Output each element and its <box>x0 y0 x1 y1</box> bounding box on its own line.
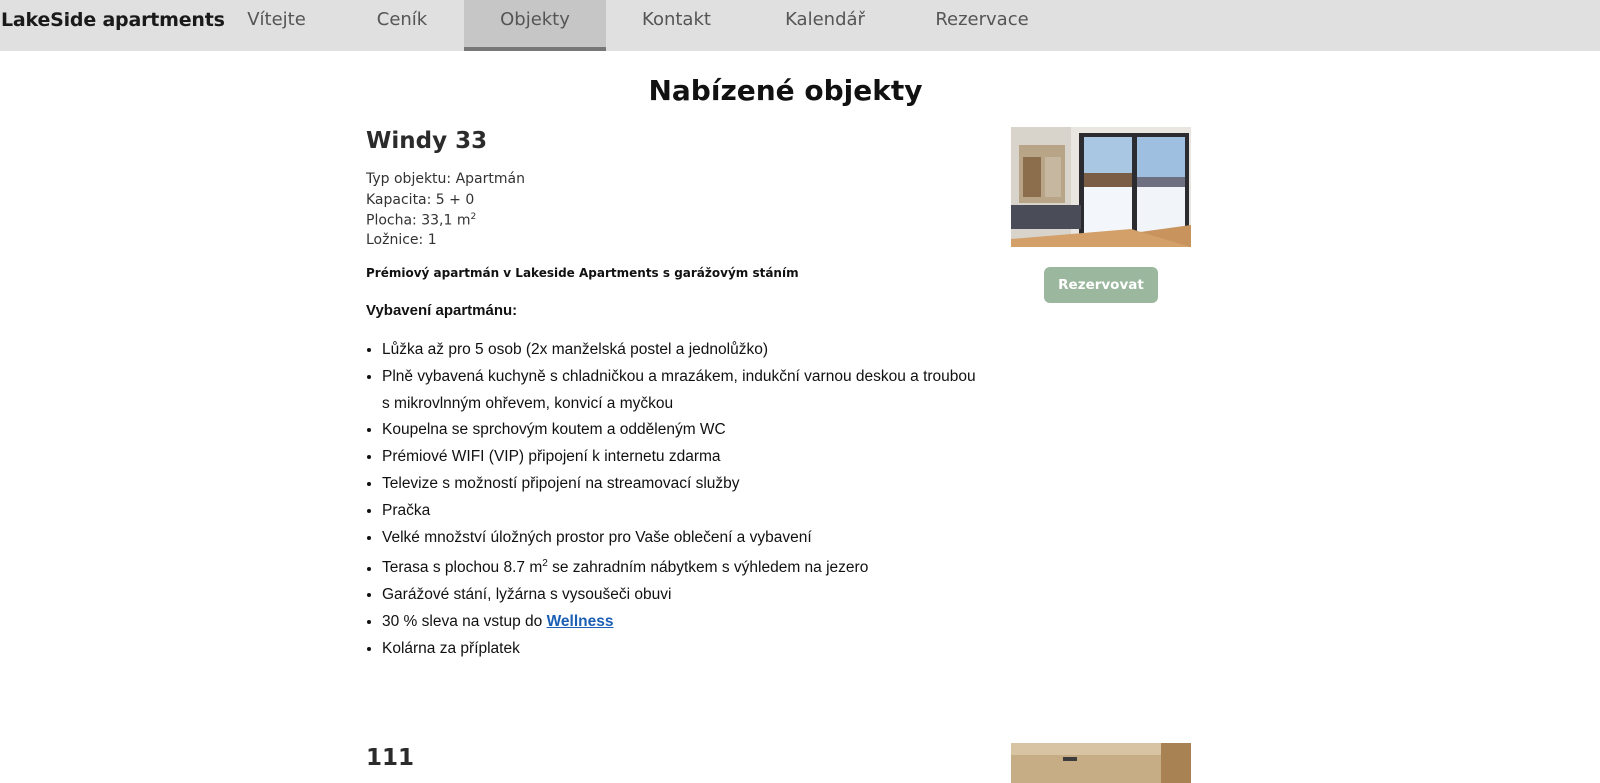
nav-item-vitejte[interactable]: Vítejte <box>247 9 306 30</box>
wellness-text: 30 % sleva na vstup do <box>382 613 547 631</box>
apartment-interior-image <box>1011 127 1191 247</box>
nav-item-objekty[interactable]: Objekty <box>464 0 606 51</box>
object-title: Windy 33 <box>366 128 488 154</box>
list-item: • Koupelna se sprchovým koutem a odděleným WC <box>382 417 986 444</box>
object-capacity: Kapacita: 5 + 0 <box>366 192 475 208</box>
nav-item-rezervace[interactable]: Rezervace <box>935 9 1029 30</box>
object-area <box>366 212 476 229</box>
list-item: • Plně vybavená kuchyně s chladničkou a mrazákem, indukční varnou deskou a troubou s mikrovlnným ohřevem, konvicí a myčkou <box>382 364 986 418</box>
reserve-button[interactable]: Rezervovat <box>1044 267 1158 303</box>
object-bedrooms: Ložnice: 1 <box>366 232 437 248</box>
terrace-superscript: 2 <box>542 558 548 570</box>
list-item: • Velké množství úložných prostor pro Vaše oblečení a vybavení <box>382 525 986 552</box>
object-photo[interactable] <box>1011 127 1191 247</box>
object-area-text: Plocha: 33,1 m <box>366 212 471 229</box>
list-item: • Pračka <box>382 498 986 525</box>
top-navigation <box>0 0 1600 51</box>
list-item: • Lůžka až pro 5 osob (2x manželská postel a jednolůžko) <box>382 337 986 364</box>
list-item-terrace <box>382 551 986 582</box>
nav-item-kontakt[interactable]: Kontakt <box>642 9 711 30</box>
object-type: Typ objektu: Apartmán <box>366 171 525 187</box>
nav-item-kalendar[interactable]: Kalendář <box>785 9 865 30</box>
list-item: • Kolárna za příplatek <box>382 636 986 663</box>
terrace-text: Terasa s plochou 8.7 m <box>382 559 543 577</box>
object-photo-2[interactable] <box>1011 743 1191 783</box>
brand-logo[interactable]: LakeSide apartments <box>1 9 225 31</box>
list-item: • Televize s možností připojení na streamovací služby <box>382 471 986 498</box>
object-title-2: 111 <box>366 745 415 771</box>
list-item: • Prémiové WIFI (VIP) připojení k internetu zdarma <box>382 444 986 471</box>
apartment-ceiling-image <box>1011 743 1191 783</box>
page-title: Nabízené objekty <box>648 74 923 107</box>
wellness-link[interactable]: Wellness <box>546 613 614 631</box>
area-superscript: 2 <box>470 212 477 222</box>
object-tagline: Prémiový apartmán v Lakeside Apartments s garážovým stáním <box>366 266 799 280</box>
list-item: • Garážové stání, lyžárna s vysoušeči obuvi <box>382 582 986 609</box>
feature-list <box>366 337 986 663</box>
nav-item-cenik[interactable]: Ceník <box>376 9 428 30</box>
equipment-heading: Vybavení apartmánu: <box>366 302 518 319</box>
terrace-text-after: se zahradním nábytkem s výhledem na jezero <box>547 559 869 577</box>
list-item-wellness <box>382 609 986 636</box>
